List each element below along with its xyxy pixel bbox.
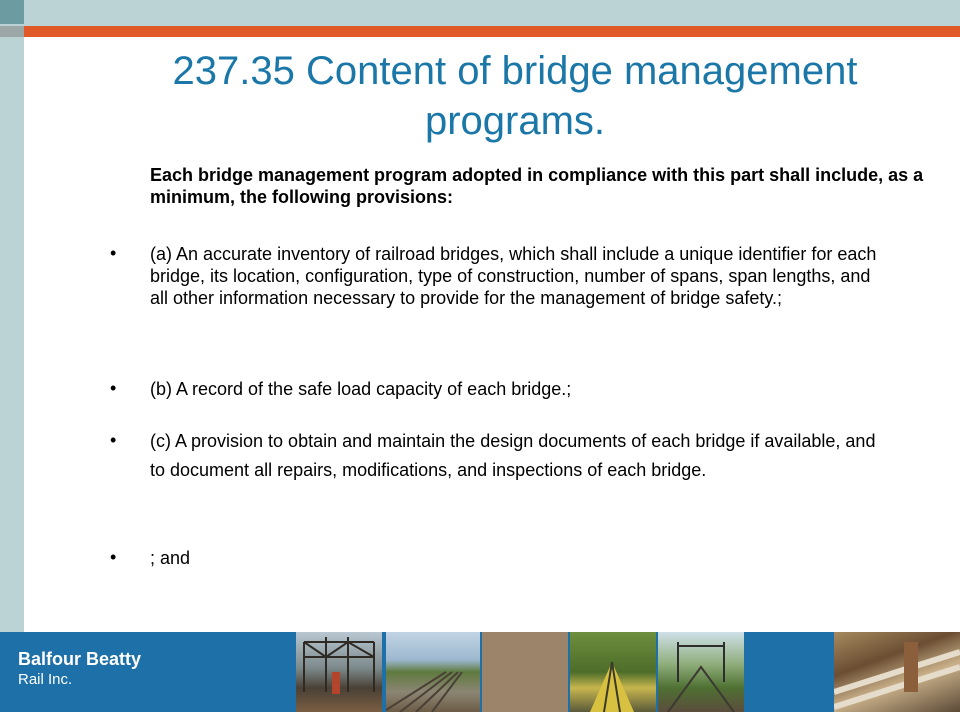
bullet-text: ; and [150, 548, 191, 568]
left-stripe [0, 0, 24, 632]
plain-photo-tile [482, 632, 568, 712]
top-band [0, 0, 960, 26]
orange-accent-bar [24, 26, 960, 37]
intro-paragraph: Each bridge management program adopted in compliance with this part shall include, as a minimum, the following provisions: [150, 165, 924, 207]
railway-bridge-photo [296, 632, 382, 712]
bullet-text: (a) An accurate inventory of railroad bridges, which shall include a unique identifier for each bridge, its location, configuration, type of construction, number of spans, span lengths, and all other information necessary to provide for the management of bridge safety.; [150, 244, 877, 308]
bottom-edge [0, 712, 960, 720]
railway-track-photo [386, 632, 480, 712]
bullet-text: (c) A provision to obtain and maintain the design documents of each bridge if available, and to document all repairs, modifications, and inspections of each bridge. [150, 431, 876, 480]
blue-spacer-tile [746, 632, 832, 712]
corner-square-grey [0, 26, 24, 37]
highway-construction-photo [834, 632, 960, 712]
railway-overhead-line-photo [658, 632, 744, 712]
bullet-dot: • [110, 243, 117, 263]
slide-title: 237.35 Content of bridge management programs. [172, 49, 858, 143]
bullet-dot: • [110, 547, 117, 567]
corner-square-dark [0, 0, 24, 24]
logo-line-1: Balfour Beatty [18, 649, 142, 669]
company-logo [18, 648, 141, 690]
bullet-dot: • [110, 378, 117, 398]
bullet-dot: • [110, 430, 117, 450]
bullet-text: (b) A record of the safe load capacity of each bridge.; [150, 379, 572, 399]
railway-yellow-platform-photo [570, 632, 656, 712]
logo-line-2: Rail Inc. [18, 671, 73, 688]
